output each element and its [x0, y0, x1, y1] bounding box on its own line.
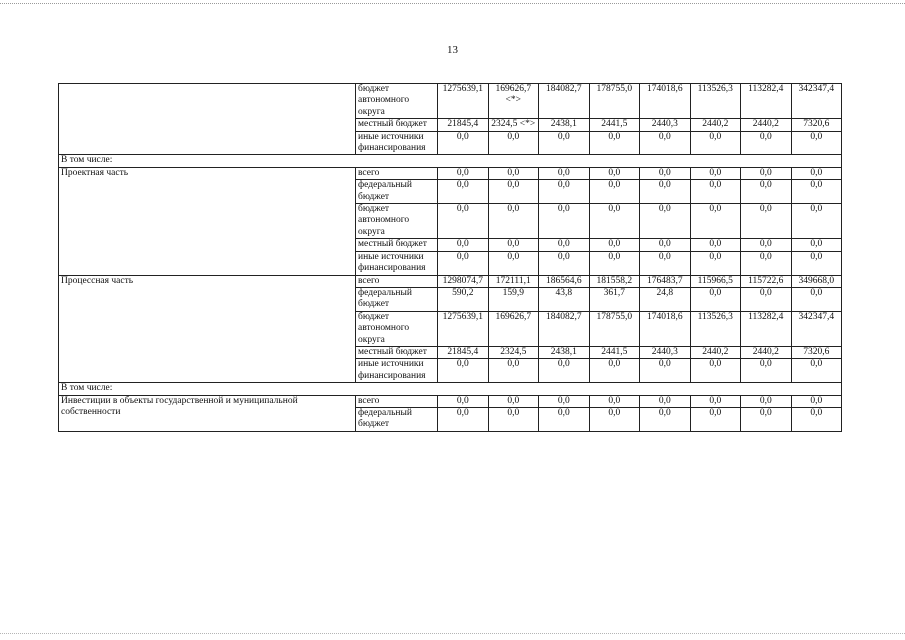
value-cell: 181558,2	[589, 275, 640, 287]
value-cell: 0,0	[741, 287, 792, 311]
value-cell: 0,0	[589, 131, 640, 155]
value-cell: 2438,1	[539, 119, 590, 131]
section-subheader: В том числе:	[59, 383, 842, 395]
value-cell: 0,0	[539, 167, 590, 179]
value-cell: 0,0	[791, 287, 842, 311]
value-cell: 0,0	[488, 395, 539, 407]
value-cell: 1275639,1	[438, 84, 489, 119]
item-name-cell: Проектная часть	[59, 167, 356, 275]
value-cell: 0,0	[640, 131, 691, 155]
value-cell: 2440,2	[741, 119, 792, 131]
value-cell: 115966,5	[690, 275, 741, 287]
value-cell: 0,0	[589, 395, 640, 407]
value-cell: 159,9	[488, 287, 539, 311]
value-cell: 0,0	[488, 180, 539, 204]
value-cell: 0,0	[539, 180, 590, 204]
value-cell: 0,0	[640, 395, 691, 407]
budget-table	[58, 83, 842, 432]
value-cell: 24,8	[640, 287, 691, 311]
value-cell: 0,0	[741, 239, 792, 251]
value-cell: 0,0	[438, 204, 489, 239]
value-cell: 2324,5	[488, 346, 539, 358]
value-cell: 0,0	[589, 407, 640, 431]
value-cell: 2440,2	[690, 119, 741, 131]
funding-source-cell: федеральный бюджет	[356, 287, 438, 311]
value-cell: 113282,4	[741, 84, 792, 119]
value-cell: 0,0	[791, 407, 842, 431]
value-cell: 0,0	[640, 251, 691, 275]
value-cell: 0,0	[791, 251, 842, 275]
value-cell: 1298074,7	[438, 275, 489, 287]
value-cell: 0,0	[791, 131, 842, 155]
value-cell: 7320,6	[791, 119, 842, 131]
item-name-cell: Инвестиции в объекты государственной и муниципальной собственности	[59, 395, 356, 431]
value-cell: 0,0	[640, 204, 691, 239]
table-row	[59, 275, 842, 287]
value-cell: 2441,5	[589, 119, 640, 131]
value-cell: 2440,2	[690, 346, 741, 358]
funding-source-cell: всего	[356, 167, 438, 179]
value-cell: 0,0	[438, 167, 489, 179]
value-cell: 590,2	[438, 287, 489, 311]
value-cell: 2440,2	[741, 346, 792, 358]
value-cell: 2441,5	[589, 346, 640, 358]
value-cell: 0,0	[589, 251, 640, 275]
funding-source-cell: федеральный бюджет	[356, 407, 438, 431]
value-cell: 115722,6	[741, 275, 792, 287]
value-cell: 361,7	[589, 287, 640, 311]
value-cell: 0,0	[690, 204, 741, 239]
value-cell: 342347,4	[791, 84, 842, 119]
value-cell: 2440,3	[640, 346, 691, 358]
value-cell: 184082,7	[539, 311, 590, 346]
funding-source-cell: всего	[356, 275, 438, 287]
value-cell: 2324,5 <*>	[488, 119, 539, 131]
value-cell: 0,0	[640, 239, 691, 251]
value-cell: 0,0	[438, 131, 489, 155]
value-cell: 0,0	[640, 167, 691, 179]
value-cell: 0,0	[539, 359, 590, 383]
value-cell: 1275639,1	[438, 311, 489, 346]
value-cell: 176483,7	[640, 275, 691, 287]
value-cell: 113526,3	[690, 84, 741, 119]
value-cell: 178755,0	[589, 84, 640, 119]
value-cell: 0,0	[589, 359, 640, 383]
value-cell: 0,0	[488, 359, 539, 383]
value-cell: 0,0	[539, 407, 590, 431]
funding-source-cell: федеральный бюджет	[356, 180, 438, 204]
value-cell: 0,0	[438, 251, 489, 275]
table-row	[59, 395, 842, 407]
value-cell: 113526,3	[690, 311, 741, 346]
value-cell: 342347,4	[791, 311, 842, 346]
value-cell: 0,0	[791, 204, 842, 239]
value-cell: 0,0	[539, 204, 590, 239]
funding-source-cell: всего	[356, 395, 438, 407]
value-cell: 0,0	[589, 167, 640, 179]
item-name-cell	[59, 84, 356, 155]
value-cell: 0,0	[791, 359, 842, 383]
value-cell: 0,0	[741, 180, 792, 204]
value-cell: 0,0	[640, 359, 691, 383]
scan-edge-top	[0, 3, 905, 6]
item-name-cell: Процессная часть	[59, 275, 356, 383]
value-cell: 0,0	[539, 131, 590, 155]
value-cell: 0,0	[791, 395, 842, 407]
value-cell: 0,0	[488, 251, 539, 275]
value-cell: 113282,4	[741, 311, 792, 346]
value-cell: 0,0	[690, 251, 741, 275]
value-cell: 0,0	[438, 407, 489, 431]
funding-source-cell: бюджет автономного округа	[356, 204, 438, 239]
value-cell: 0,0	[488, 131, 539, 155]
value-cell: 0,0	[640, 407, 691, 431]
section-subheader-row	[59, 383, 842, 395]
value-cell: 172111,1	[488, 275, 539, 287]
funding-source-cell: иные источники финансирования	[356, 359, 438, 383]
table-row	[59, 84, 842, 119]
funding-source-cell: местный бюджет	[356, 119, 438, 131]
value-cell: 0,0	[438, 359, 489, 383]
funding-source-cell: иные источники финансирования	[356, 251, 438, 275]
value-cell: 7320,6	[791, 346, 842, 358]
value-cell: 0,0	[539, 395, 590, 407]
value-cell: 0,0	[438, 180, 489, 204]
value-cell: 0,0	[488, 204, 539, 239]
funding-source-cell: местный бюджет	[356, 239, 438, 251]
section-subheader-row	[59, 155, 842, 167]
funding-source-cell: иные источники финансирования	[356, 131, 438, 155]
value-cell: 0,0	[690, 395, 741, 407]
value-cell: 0,0	[690, 180, 741, 204]
value-cell: 0,0	[791, 167, 842, 179]
value-cell: 0,0	[690, 287, 741, 311]
value-cell: 21845,4	[438, 346, 489, 358]
value-cell: 169626,7	[488, 311, 539, 346]
funding-source-cell: местный бюджет	[356, 346, 438, 358]
value-cell: 0,0	[741, 167, 792, 179]
value-cell: 2440,3	[640, 119, 691, 131]
value-cell: 0,0	[438, 395, 489, 407]
value-cell: 2438,1	[539, 346, 590, 358]
value-cell: 0,0	[741, 359, 792, 383]
value-cell: 0,0	[690, 359, 741, 383]
value-cell: 43,8	[539, 287, 590, 311]
value-cell: 0,0	[488, 167, 539, 179]
value-cell: 0,0	[488, 407, 539, 431]
value-cell: 0,0	[488, 239, 539, 251]
section-subheader: В том числе:	[59, 155, 842, 167]
value-cell: 0,0	[589, 239, 640, 251]
funding-source-cell: бюджет автономного округа	[356, 84, 438, 119]
value-cell: 0,0	[741, 407, 792, 431]
value-cell: 0,0	[741, 395, 792, 407]
value-cell: 174018,6	[640, 84, 691, 119]
value-cell: 0,0	[690, 407, 741, 431]
value-cell: 0,0	[741, 131, 792, 155]
value-cell: 349668,0	[791, 275, 842, 287]
funding-source-cell: бюджет автономного округа	[356, 311, 438, 346]
value-cell: 0,0	[539, 251, 590, 275]
value-cell: 0,0	[791, 239, 842, 251]
value-cell: 0,0	[690, 131, 741, 155]
value-cell: 186564,6	[539, 275, 590, 287]
value-cell: 169626,7 <*>	[488, 84, 539, 119]
value-cell: 0,0	[690, 239, 741, 251]
value-cell: 0,0	[438, 239, 489, 251]
value-cell: 0,0	[640, 180, 691, 204]
value-cell: 174018,6	[640, 311, 691, 346]
value-cell: 178755,0	[589, 311, 640, 346]
value-cell: 0,0	[741, 204, 792, 239]
value-cell: 0,0	[539, 239, 590, 251]
value-cell: 0,0	[589, 180, 640, 204]
table-row	[59, 167, 842, 179]
value-cell: 0,0	[791, 180, 842, 204]
page-number: 13	[447, 44, 458, 56]
value-cell: 0,0	[741, 251, 792, 275]
value-cell: 0,0	[690, 167, 741, 179]
scan-edge-bottom	[0, 633, 905, 636]
value-cell: 21845,4	[438, 119, 489, 131]
value-cell: 0,0	[589, 204, 640, 239]
value-cell: 184082,7	[539, 84, 590, 119]
